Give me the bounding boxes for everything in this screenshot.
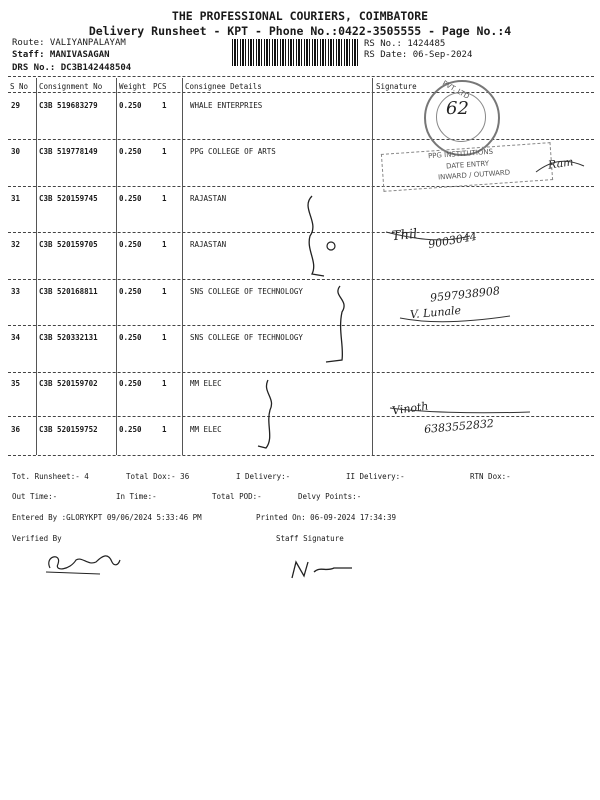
row35-signature: Vinoth (391, 399, 430, 418)
row-consignee: RAJASTAN (190, 240, 227, 249)
row-pcs: 1 (162, 101, 167, 110)
row-consignee: SNS COLLEGE OF TECHNOLOGY (190, 333, 303, 342)
row-pcs: 1 (162, 194, 167, 203)
runsheet-subtitle: Delivery Runsheet - KPT - Phone No.:0422-3505555 - Page No.:4 (88, 24, 512, 38)
printed-on: Printed On: 06-09-2024 17:34:39 (256, 513, 396, 522)
delvy-points: Delvy Points:- (298, 492, 362, 501)
row-pcs: 1 (162, 240, 167, 249)
row-consignee: MM ELEC (190, 379, 222, 388)
row35-phone: 6383552832 (423, 416, 495, 437)
row30-signature: Ram (547, 155, 575, 172)
row33-signature: V. Lunale (409, 303, 462, 322)
staff-signature-mark (292, 562, 352, 578)
row-sno: 31 (11, 194, 21, 203)
row31-phone: 9003044 (427, 229, 478, 252)
row-consignee: SNS COLLEGE OF TECHNOLOGY (190, 287, 303, 296)
row-weight: 0.250 (119, 379, 142, 388)
row-consignee: WHALE ENTERPRIES (190, 101, 263, 110)
row-weight: 0.250 (119, 425, 142, 434)
row-consignee: RAJASTAN (190, 194, 227, 203)
row-consignment: C3B 520159702 (39, 379, 98, 388)
row-consignment: C3B 520159752 (39, 425, 98, 434)
staff-signature-label: Staff Signature (276, 534, 344, 543)
drs-number: DRS No.: DC3B142448504 (12, 63, 132, 73)
row-weight: 0.250 (119, 287, 142, 296)
row33-phone: 9597938908 (429, 284, 501, 305)
stamp-line2: DATE ENTRY (445, 159, 490, 171)
row-pcs: 1 (162, 379, 167, 388)
round-stamp-scribble: 62 (446, 98, 469, 119)
col-pcs: PCS (153, 82, 167, 91)
row-pcs: 1 (162, 333, 167, 342)
row-pcs: 1 (162, 425, 167, 434)
rs-date: RS Date: 06-Sep-2024 (364, 50, 473, 60)
row-pcs: 1 (162, 147, 167, 156)
row-sno: 29 (11, 101, 21, 110)
total-pod: Total POD:- (212, 492, 262, 501)
row-weight: 0.250 (119, 101, 142, 110)
stamp-line1: PPG INSTITUTIONS (427, 147, 494, 161)
row31-signature: Thil (391, 226, 419, 245)
row-weight: 0.250 (119, 240, 142, 249)
stamp-line3: INWARD / OUTWARD (437, 168, 511, 182)
col-consignment: Consignment No (39, 82, 103, 91)
row-consignment: C3B 519778149 (39, 147, 98, 156)
total-dox: Total Dox:- 36 (126, 472, 190, 481)
route-label: Route: VALIYANPALAYAM (12, 38, 126, 48)
tot-runsheet: Tot. Runsheet:- 4 (12, 472, 89, 481)
verified-underline (46, 572, 100, 574)
col-signature: Signature (376, 82, 417, 91)
row-sno: 35 (11, 379, 21, 388)
i-delivery: I Delivery:- (236, 472, 291, 481)
staff-label: Staff: MANIVASAGAN (12, 50, 110, 60)
rs-number: RS No.: 1424485 (364, 39, 446, 49)
col-weight: Weight (119, 82, 147, 91)
out-time: Out Time:- (12, 492, 58, 501)
row-consignment: C3B 520332131 (39, 333, 98, 342)
in-time: In Time:- (116, 492, 157, 501)
row-consignee: MM ELEC (190, 425, 222, 434)
round-stamp-text: PVT. LTD (440, 79, 471, 101)
row-consignment: C3B 520159705 (39, 240, 98, 249)
row-consignment: C3B 519683279 (39, 101, 98, 110)
rtn-dox: RTN Dox:- (470, 472, 511, 481)
col-sno: S No (10, 82, 29, 91)
row-consignment: C3B 520159745 (39, 194, 98, 203)
row-sno: 36 (11, 425, 21, 434)
entered-by: Entered By :GLORYKPT 09/06/2024 5:33:46 PM (12, 513, 202, 522)
row-sno: 30 (11, 147, 21, 156)
row-consignment: C3B 520168811 (39, 287, 98, 296)
row-weight: 0.250 (119, 333, 142, 342)
col-consignee: Consignee Details (185, 82, 262, 91)
row-weight: 0.250 (119, 147, 142, 156)
company-title: THE PROFESSIONAL COURIERS, COIMBATORE (171, 9, 429, 23)
row-weight: 0.250 (119, 194, 142, 203)
ii-delivery: II Delivery:- (346, 472, 405, 481)
row-sno: 32 (11, 240, 21, 249)
row-sno: 33 (11, 287, 21, 296)
verified-by: Verified By (12, 534, 62, 543)
row-consignee: PPG COLLEGE OF ARTS (190, 147, 276, 156)
verified-signature (49, 556, 120, 569)
row-sno: 34 (11, 333, 21, 342)
row-pcs: 1 (162, 287, 167, 296)
